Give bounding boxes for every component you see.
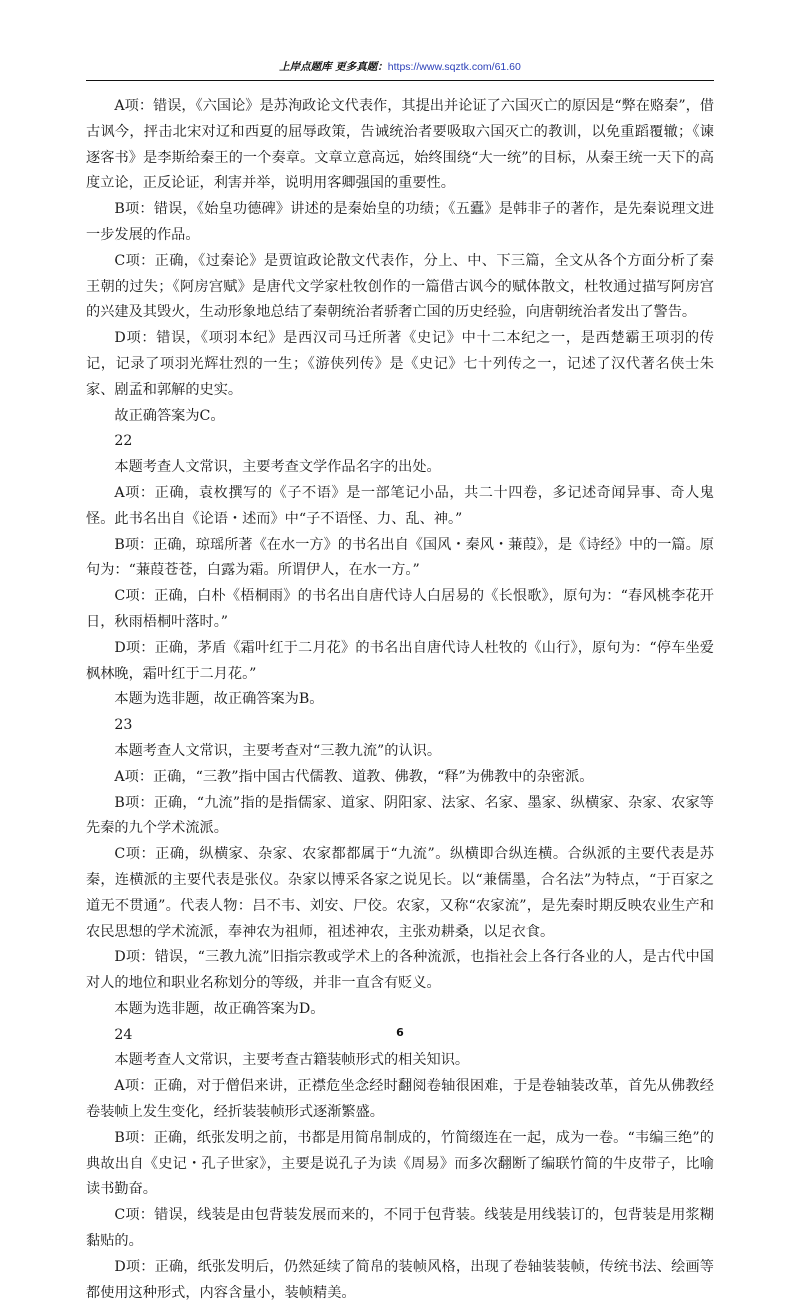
page-header [86,58,714,81]
paragraph: B项：正确，琼瑶所著《在水一方》的书名出自《国风・秦风・蒹葭》，是《诗经》中的一篇。原句为：“蒹葭苍苍，白露为霜。所谓伊人，在水一方。” [86,536,714,579]
header-separator: 更多真题： [331,61,388,73]
paragraph: C项：正确，白朴《梧桐雨》的书名出自唐代诗人白居易的《长恨歌》，原句为：“春风桃李花开日，秋雨梧桐叶落时。” [86,588,714,630]
answer-line: 本题为选非题，故正确答案为D。 [114,1000,325,1017]
paragraph: D项：正确，茅盾《霜叶红于二月花》的书名出自唐代诗人杜牧的《山行》，原句为：“停车坐爱枫林晚，霜叶红于二月花。” [86,639,714,682]
question-number: 23 [114,717,133,734]
paragraph: D项：错误，《项羽本纪》是西汉司马迁所著《史记》中十二本纪之一，是西楚霸王项羽的传记，记录了项羽光辉壮烈的一生；《游侠列传》是《史记》七十列传之一，记述了汉代著名侠士朱家、剧孟和郭解的史实。 [86,330,714,398]
paragraph: 本题考查人文常识，主要考查文学作品名字的出处。 [114,459,441,476]
paragraph: C项：正确，《过秦论》是贾谊政论散文代表作，分上、中、下三篇，全文从各个方面分析了秦王朝的过失；《阿房宫赋》是唐代文学家杜牧创作的一篇借古讽今的赋体散文，杜牧通过描写阿房宫的兴建及其毁火，生动形象地总结了秦朝统治者骄奢亡国的历史经验，向唐朝统治者发出了警告。 [86,252,714,321]
paragraph: D项：正确，纸张发明后，仍然延续了简帛的装帧风格，出现了卷轴装装帧，传统书法、绘画等都使用这种形式，内容含量小，装帧精美。 [86,1258,714,1301]
header-link[interactable]: https://www.sqztk.com/61.60 [387,61,521,73]
page-number: 6 [396,1026,404,1039]
paragraph: A项：正确，袁枚撰写的《子不语》是一部笔记小品，共二十四卷，多记述奇闻异事、奇人鬼怪。此书名出自《论语・述而》中“子不语怪、力、乱、神。” [86,484,714,527]
header-brand: 上岸点题库 [279,61,332,73]
answer-line: 故正确答案为C。 [114,407,225,424]
paragraph: D项：错误，“三教九流”旧指宗教或学术上的各种流派，也指社会上各行各业的人，是古代中国对人的地位和职业名称划分的等级，并非一直含有贬义。 [86,949,714,992]
paragraph: B项：正确，纸张发明之前，书都是用简帛制成的，竹简缀连在一起，成为一卷。“韦编三绝”的典故出自《史记・孔子世家》，主要是说孔子为读《周易》而多次翻断了编联竹简的牛皮带子，比喻读书勤奋。 [86,1129,714,1198]
paragraph: C项：正确，纵横家、杂家、农家都都属于“九流”。纵横即合纵连横。合纵派的主要代表是苏秦，连横派的主要代表是张仪。杂家以博采各家之说见长。以“兼儒墨，合名法”为特点，“于百家之道无不贯通”。代表人物：吕不韦、刘安、尸佼。农家，又称“农家流”，是先秦时期反映农业生产和农民思想的学术流派，奉神农为祖师，祖述神农，主张劝耕桑，以足衣食。 [86,846,714,940]
paragraph: 本题考查人文常识，主要考查古籍装帧形式的相关知识。 [114,1052,470,1069]
answer-line: 本题为选非题，故正确答案为B。 [114,691,324,708]
paragraph: B项：正确，“九流”指的是指儒家、道家、阴阳家、法家、名家、墨家、纵横家、杂家、农家等先秦的九个学术流派。 [86,794,714,837]
paragraph: B项：错误，《始皇功德碑》讲述的是秦始皇的功绩；《五蠹》是韩非子的著作，是先秦说理文进一步发展的作品。 [86,201,714,243]
document-body [86,94,714,1306]
paragraph: 本题考查人文常识，主要考查对“三教九流”的认识。 [114,742,442,759]
paragraph: A项：错误，《六国论》是苏洵政论文代表作，其提出并论证了六国灭亡的原因是“弊在赂秦”，借古讽今，抨击北宋对辽和西夏的屈辱政策，告诫统治者要吸取六国灭亡的教训，以免重蹈覆辙；《谏逐客书》是李斯给秦王的一个奏章。文章立意高远，始终围绕“大一统”的目标，从秦王统一天下的高度立论，正反论证，利害并举，说明用客卿强国的重要性。 [86,98,714,192]
paragraph: A项：正确，“三教”指中国古代儒教、道教、佛教，“释”为佛教中的杂密派。 [114,768,594,785]
paragraph: A项：正确，对于僧侣来讲，正襟危坐念经时翻阅卷轴很困难，于是卷轴装改革，首先从佛教经卷装帧上发生变化，经折装装帧形式逐渐繁盛。 [86,1078,714,1121]
paragraph: C项：错误，线装是由包背装发展而来的，不同于包背装。线装是用线装订的，包背装是用浆糊黏贴的。 [86,1207,714,1250]
question-number: 24 [114,1026,133,1043]
question-number: 22 [114,433,133,450]
